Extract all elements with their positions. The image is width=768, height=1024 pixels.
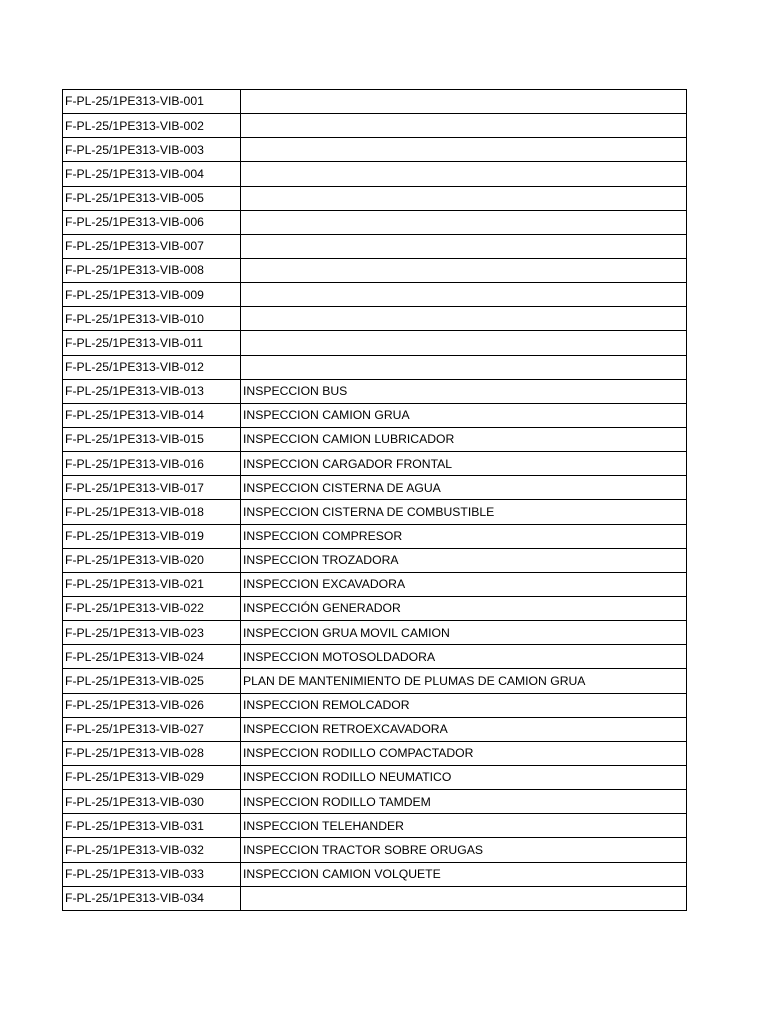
- table-row: [63, 331, 687, 355]
- form-code-cell: F-PL-25/1PE313-VIB-034: [63, 886, 241, 910]
- table-row: [63, 838, 687, 862]
- table-row: [63, 234, 687, 258]
- form-description-cell: INSPECCION RODILLO COMPACTADOR: [241, 741, 687, 765]
- form-code-cell: F-PL-25/1PE313-VIB-002: [63, 114, 241, 138]
- table-row: [63, 210, 687, 234]
- form-description-cell: INSPECCION EXCAVADORA: [241, 572, 687, 596]
- form-description-cell: [241, 114, 687, 138]
- table-row: [63, 621, 687, 645]
- form-description-cell: [241, 355, 687, 379]
- table-row: [63, 645, 687, 669]
- table-row: [63, 814, 687, 838]
- table-row: [63, 138, 687, 162]
- form-description-cell: INSPECCION COMPRESOR: [241, 524, 687, 548]
- table-row: [63, 717, 687, 741]
- form-code-cell: F-PL-25/1PE313-VIB-003: [63, 138, 241, 162]
- form-description-cell: INSPECCION TRACTOR SOBRE ORUGAS: [241, 838, 687, 862]
- table-row: [63, 114, 687, 138]
- form-list-table: [62, 89, 687, 911]
- table-row: [63, 427, 687, 451]
- form-code-cell: F-PL-25/1PE313-VIB-023: [63, 621, 241, 645]
- form-code-cell: F-PL-25/1PE313-VIB-007: [63, 234, 241, 258]
- form-code-cell: F-PL-25/1PE313-VIB-027: [63, 717, 241, 741]
- form-code-cell: F-PL-25/1PE313-VIB-006: [63, 210, 241, 234]
- form-code-cell: F-PL-25/1PE313-VIB-025: [63, 669, 241, 693]
- form-code-cell: F-PL-25/1PE313-VIB-029: [63, 765, 241, 789]
- form-code-cell: F-PL-25/1PE313-VIB-009: [63, 283, 241, 307]
- form-code-cell: F-PL-25/1PE313-VIB-010: [63, 307, 241, 331]
- form-description-cell: INSPECCION CAMION LUBRICADOR: [241, 427, 687, 451]
- table-row: [63, 403, 687, 427]
- table-row: [63, 500, 687, 524]
- form-code-cell: F-PL-25/1PE313-VIB-018: [63, 500, 241, 524]
- form-code-cell: F-PL-25/1PE313-VIB-013: [63, 379, 241, 403]
- form-description-cell: [241, 283, 687, 307]
- table-row: [63, 886, 687, 910]
- form-code-cell: F-PL-25/1PE313-VIB-017: [63, 476, 241, 500]
- form-description-cell: INSPECCION MOTOSOLDADORA: [241, 645, 687, 669]
- table-row: [63, 186, 687, 210]
- form-code-cell: F-PL-25/1PE313-VIB-011: [63, 331, 241, 355]
- table-row: [63, 307, 687, 331]
- form-code-cell: F-PL-25/1PE313-VIB-008: [63, 258, 241, 282]
- form-list-body: [63, 90, 687, 911]
- table-row: [63, 596, 687, 620]
- form-description-cell: INSPECCION CISTERNA DE AGUA: [241, 476, 687, 500]
- table-row: [63, 90, 687, 114]
- form-description-cell: INSPECCION RODILLO NEUMATICO: [241, 765, 687, 789]
- form-code-cell: F-PL-25/1PE313-VIB-005: [63, 186, 241, 210]
- form-description-cell: INSPECCION RETROEXCAVADORA: [241, 717, 687, 741]
- table-row: [63, 862, 687, 886]
- table-row: [63, 162, 687, 186]
- form-description-cell: INSPECCION CISTERNA DE COMBUSTIBLE: [241, 500, 687, 524]
- form-code-cell: F-PL-25/1PE313-VIB-015: [63, 427, 241, 451]
- form-code-cell: F-PL-25/1PE313-VIB-033: [63, 862, 241, 886]
- form-description-cell: PLAN DE MANTENIMIENTO DE PLUMAS DE CAMION GRUA: [241, 669, 687, 693]
- table-row: [63, 572, 687, 596]
- form-code-cell: F-PL-25/1PE313-VIB-024: [63, 645, 241, 669]
- form-code-cell: F-PL-25/1PE313-VIB-022: [63, 596, 241, 620]
- form-code-cell: F-PL-25/1PE313-VIB-019: [63, 524, 241, 548]
- table-row: [63, 379, 687, 403]
- table-row: [63, 765, 687, 789]
- form-code-cell: F-PL-25/1PE313-VIB-020: [63, 548, 241, 572]
- table-row: [63, 524, 687, 548]
- form-description-cell: [241, 331, 687, 355]
- form-description-cell: INSPECCION TROZADORA: [241, 548, 687, 572]
- form-code-cell: F-PL-25/1PE313-VIB-014: [63, 403, 241, 427]
- form-description-cell: [241, 186, 687, 210]
- form-code-cell: F-PL-25/1PE313-VIB-030: [63, 790, 241, 814]
- form-code-cell: F-PL-25/1PE313-VIB-001: [63, 90, 241, 114]
- table-row: [63, 741, 687, 765]
- form-description-cell: INSPECCION REMOLCADOR: [241, 693, 687, 717]
- form-description-cell: INSPECCION CAMION VOLQUETE: [241, 862, 687, 886]
- form-code-cell: F-PL-25/1PE313-VIB-026: [63, 693, 241, 717]
- table-row: [63, 476, 687, 500]
- table-row: [63, 693, 687, 717]
- table-row: [63, 355, 687, 379]
- form-code-cell: F-PL-25/1PE313-VIB-032: [63, 838, 241, 862]
- form-description-cell: INSPECCION BUS: [241, 379, 687, 403]
- form-description-cell: INSPECCION GRUA MOVIL CAMION: [241, 621, 687, 645]
- form-description-cell: [241, 138, 687, 162]
- form-description-cell: INSPECCION TELEHANDER: [241, 814, 687, 838]
- form-description-cell: [241, 307, 687, 331]
- table-row: [63, 669, 687, 693]
- table-row: [63, 283, 687, 307]
- form-description-cell: [241, 162, 687, 186]
- form-code-cell: F-PL-25/1PE313-VIB-004: [63, 162, 241, 186]
- form-description-cell: INSPECCIÓN GENERADOR: [241, 596, 687, 620]
- form-description-cell: [241, 234, 687, 258]
- form-code-cell: F-PL-25/1PE313-VIB-012: [63, 355, 241, 379]
- table-row: [63, 258, 687, 282]
- form-description-cell: [241, 90, 687, 114]
- form-code-cell: F-PL-25/1PE313-VIB-021: [63, 572, 241, 596]
- form-description-cell: [241, 258, 687, 282]
- table-row: [63, 548, 687, 572]
- form-description-cell: INSPECCION RODILLO TAMDEM: [241, 790, 687, 814]
- form-code-cell: F-PL-25/1PE313-VIB-031: [63, 814, 241, 838]
- table-row: [63, 790, 687, 814]
- form-description-cell: INSPECCION CARGADOR FRONTAL: [241, 452, 687, 476]
- form-description-cell: [241, 210, 687, 234]
- form-code-cell: F-PL-25/1PE313-VIB-016: [63, 452, 241, 476]
- form-description-cell: INSPECCION CAMION GRUA: [241, 403, 687, 427]
- form-description-cell: [241, 886, 687, 910]
- form-code-cell: F-PL-25/1PE313-VIB-028: [63, 741, 241, 765]
- table-row: [63, 452, 687, 476]
